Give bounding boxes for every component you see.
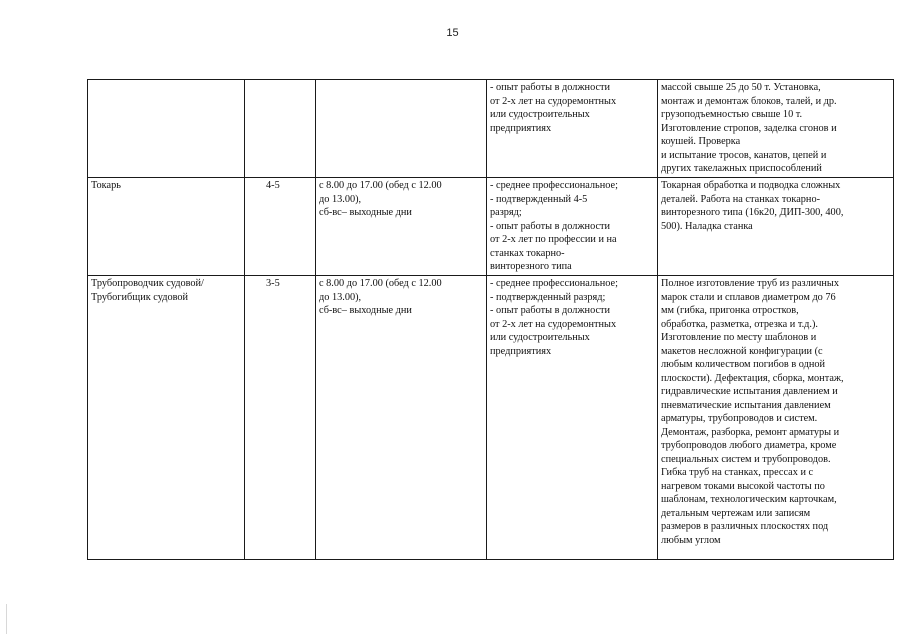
- cell-text-line: или судостроительных: [490, 332, 590, 343]
- cell-text-line: от 2-х лет на судоремонтных: [490, 318, 617, 330]
- cell-text-line: или судостроительных: [490, 109, 590, 120]
- cell-text-line: нагревом токами высокой частоты по: [661, 480, 825, 492]
- page-number: 15: [446, 27, 459, 39]
- cell-text-line: до 13.00),: [319, 193, 362, 205]
- cell-text-line: Полное изготовление труб из различных: [661, 278, 839, 289]
- table-row: [88, 276, 894, 560]
- job-title-cell: [88, 178, 245, 276]
- cell-text-line: макетов несложной конфигурации (с: [661, 345, 823, 357]
- vacancy-table: [87, 79, 894, 560]
- cell-text-line: с 8.00 до 17.00 (обед с 12.00: [319, 278, 442, 289]
- cell-text-line: - подтвержденный разряд;: [490, 291, 606, 303]
- cell-text-line: станках токарно-: [490, 247, 565, 259]
- cell-text-line: винторезного типа: [490, 261, 572, 272]
- cell-text-line: любым углом: [661, 534, 721, 546]
- cell-text-line: - подтвержденный 4-5: [490, 193, 588, 205]
- cell-text-line: - среднее профессиональное;: [490, 180, 618, 191]
- cell-text-line: 500). Наладка станка: [661, 220, 753, 232]
- cell-text-line: - опыт работы в должности: [490, 305, 611, 316]
- cell-text-line: деталей. Работа на станках токарно-: [661, 193, 821, 205]
- cell-text-line: - среднее профессиональное;: [490, 278, 618, 289]
- cell-text-line: предприятиях: [490, 122, 552, 134]
- cell-text-line: пневматические испытания давлением: [661, 399, 831, 411]
- cell-text-line: детальным чертежам или записям: [661, 507, 811, 519]
- job-title-cell: [88, 80, 245, 178]
- table-body: [88, 80, 894, 560]
- cell-text-line: Токарная обработка и подводка сложных: [661, 180, 841, 191]
- schedule-cell: [316, 80, 487, 178]
- cell-text-line: Изготовление стропов, заделка сгонов и: [661, 122, 837, 134]
- scan-artifact: [6, 604, 7, 634]
- requirements-cell: [487, 178, 658, 276]
- cell-text-line: гидравлические испытания давлением и: [661, 386, 838, 397]
- table-row: [88, 80, 894, 178]
- duties-cell: [658, 80, 894, 178]
- cell-text-line: монтаж и демонтаж блоков, талей, и др.: [661, 95, 837, 107]
- cell-text-line: Демонтаж, разборка, ремонт арматуры и: [661, 426, 840, 438]
- cell-text-line: с 8.00 до 17.00 (обед с 12.00: [319, 180, 442, 191]
- cell-text-line: коушей. Проверка: [661, 136, 741, 147]
- cell-text-line: сб-вс– выходные дни: [319, 207, 412, 218]
- requirements-cell: [487, 276, 658, 560]
- grade-cell: [245, 276, 316, 560]
- cell-text-line: любым количеством погибов в одной: [661, 359, 826, 370]
- requirements-cell: [487, 80, 658, 178]
- cell-text-line: от 2-х лет на судоремонтных: [490, 95, 617, 107]
- cell-text-line: массой свыше 25 до 50 т. Установка,: [661, 82, 821, 93]
- cell-text-line: предприятиях: [490, 345, 552, 357]
- cell-text-line: и испытание тросов, канатов, цепей и: [661, 149, 827, 161]
- cell-text-line: размеров в различных плоскостях под: [661, 521, 829, 532]
- cell-text-line: от 2-х лет по профессии и на: [490, 234, 617, 245]
- cell-text-line: разряд;: [490, 207, 522, 218]
- cell-text-line: до 13.00),: [319, 291, 362, 303]
- cell-text-line: - опыт работы в должности: [490, 82, 611, 93]
- cell-text-line: Токарь: [91, 180, 121, 191]
- schedule-cell: [316, 276, 487, 560]
- cell-text-line: шаблонам, технологическим карточкам,: [661, 494, 837, 505]
- cell-text-line: Гибка труб на станках, прессах и с: [661, 467, 814, 478]
- cell-text-line: плоскости). Дефектация, сборка, монтаж,: [661, 372, 844, 384]
- cell-text-line: арматуры, трубопроводов и систем.: [661, 413, 818, 424]
- cell-text-line: грузоподъемностью свыше 10 т.: [661, 109, 803, 120]
- cell-text-line: - опыт работы в должности: [490, 220, 611, 232]
- duties-cell: [658, 276, 894, 560]
- cell-text-line: Изготовление по месту шаблонов и: [661, 332, 817, 343]
- duties-cell: [658, 178, 894, 276]
- job-title-cell: [88, 276, 245, 560]
- cell-text-line: Трубогибщик судовой: [91, 291, 189, 303]
- grade-value: 4-5: [266, 180, 280, 191]
- schedule-cell: [316, 178, 487, 276]
- cell-text-line: трубопроводов любого диаметра, кроме: [661, 440, 837, 451]
- cell-text-line: марок стали и сплавов диаметром до 76: [661, 291, 836, 303]
- grade-value: 3-5: [266, 278, 280, 289]
- cell-text-line: винторезного типа (16к20, ДИП-300, 400,: [661, 207, 844, 218]
- cell-text-line: сб-вс– выходные дни: [319, 305, 412, 316]
- table-row: [88, 178, 894, 276]
- grade-cell: [245, 80, 316, 178]
- grade-cell: [245, 178, 316, 276]
- cell-text-line: мм (гибка, пригонка отростков,: [661, 305, 799, 316]
- cell-text-line: Трубопроводчик судовой/: [91, 278, 204, 289]
- cell-text-line: специальных систем и трубопроводов.: [661, 453, 831, 465]
- cell-text-line: обработка, разметка, отрезка и т.д.).: [661, 318, 818, 330]
- cell-text-line: других такелажных приспособлений: [661, 163, 822, 174]
